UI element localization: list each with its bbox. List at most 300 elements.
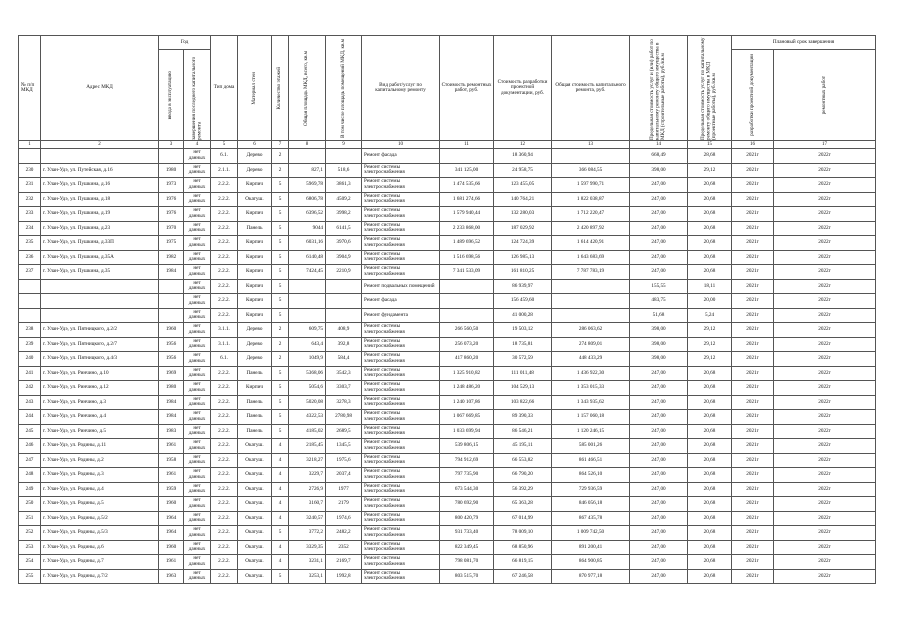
- table-cell: 5: [272, 569, 289, 584]
- table-cell: 20,68: [688, 439, 732, 454]
- table-cell: г. Улан-Удэ, ул. Ринчино, д.4: [41, 410, 159, 425]
- table-cell: 244: [19, 410, 41, 425]
- table-cell: 242: [19, 381, 41, 396]
- table-cell: 68 850,96: [494, 540, 552, 555]
- table-cell: 247,00: [630, 178, 688, 193]
- table-cell: 9044: [289, 221, 326, 236]
- table-cell: 2021г: [732, 526, 774, 541]
- table-cell: 1959: [159, 482, 184, 497]
- table-body: [19, 149, 876, 584]
- column-number-cell: 12: [494, 141, 552, 149]
- table-cell: 2.2.2.: [211, 497, 238, 512]
- table-cell: 1 579 940,44: [440, 207, 494, 222]
- table-cell: Окатуш.: [238, 497, 272, 512]
- table-cell: Ремонт системы электроснабжения: [362, 221, 440, 236]
- table-cell: 1969: [159, 366, 184, 381]
- table-cell: 1 157 060,18: [552, 410, 630, 425]
- table-cell: 2022г: [774, 178, 876, 193]
- table-cell: 247,00: [630, 366, 688, 381]
- table-cell: 20,68: [688, 453, 732, 468]
- table-cell: 448 433,29: [552, 352, 630, 367]
- table-row: [19, 424, 876, 439]
- table-cell: 20,68: [688, 540, 732, 555]
- table-cell: 126 985,13: [494, 250, 552, 265]
- table-cell: Ремонт системы электроснабжения: [362, 555, 440, 570]
- table-cell: нет данных: [184, 555, 211, 570]
- table-cell: 247,00: [630, 424, 688, 439]
- table-cell: 1975: [159, 236, 184, 251]
- table-cell: 6396,52: [289, 207, 326, 222]
- table-cell: Окатуш.: [238, 192, 272, 207]
- table-cell: 2022г: [774, 453, 876, 468]
- table-cell: 3160,7: [289, 497, 326, 512]
- table-cell: нет данных: [184, 352, 211, 367]
- table-cell: 20,68: [688, 207, 732, 222]
- table-cell: нет данных: [184, 236, 211, 251]
- table-cell: 20,68: [688, 221, 732, 236]
- table-cell: 2: [272, 352, 289, 367]
- column-number-cell: 3: [159, 141, 184, 149]
- table-cell: 19 503,12: [494, 323, 552, 338]
- table-cell: г. Улан-Удэ, ул. Пушкина, д.35: [41, 265, 159, 280]
- table-cell: 2179: [326, 497, 362, 512]
- table-cell: 846 056,18: [552, 497, 630, 512]
- header-wall-material: [238, 36, 272, 141]
- table-cell: 286 063,62: [552, 323, 630, 338]
- table-cell: 803 515,70: [440, 569, 494, 584]
- table-cell: Кирпич: [238, 308, 272, 323]
- table-cell: Ремонт системы электроснабжения: [362, 250, 440, 265]
- table-cell: 247,00: [630, 250, 688, 265]
- table-cell: 24 958,75: [494, 163, 552, 178]
- table-cell: Окатуш.: [238, 569, 272, 584]
- table-cell: г. Улан-Удэ, ул. Родины, д.11: [41, 439, 159, 454]
- table-cell: Ремонт системы электроснабжения: [362, 395, 440, 410]
- table-cell: [159, 279, 184, 294]
- table-cell: 2022г: [774, 381, 876, 396]
- table-cell: 1984: [159, 265, 184, 280]
- table-cell: 1 067 669,85: [440, 410, 494, 425]
- column-number-cell: 7: [272, 141, 289, 149]
- table-cell: 20,68: [688, 265, 732, 280]
- table-cell: 1977: [326, 482, 362, 497]
- column-number-cell: 14: [630, 141, 688, 149]
- table-row: [19, 265, 876, 280]
- table-cell: 29,12: [688, 352, 732, 367]
- table-cell: г. Улан-Удэ, ул. Родины, д.7: [41, 555, 159, 570]
- table-cell: 2: [272, 149, 289, 164]
- table-cell: 66 819,15: [494, 555, 552, 570]
- table-cell: 2022г: [774, 323, 876, 338]
- table-cell: 2.2.2.: [211, 279, 238, 294]
- table-cell: 1974,6: [326, 511, 362, 526]
- column-number-cell: 1: [19, 141, 41, 149]
- table-cell: 1963: [159, 569, 184, 584]
- table-cell: [552, 294, 630, 309]
- table-cell: 1983: [159, 424, 184, 439]
- header-plan-design: [732, 50, 774, 141]
- table-cell: 5020,08: [289, 395, 326, 410]
- table-cell: 1958: [159, 453, 184, 468]
- table-cell: 6806,78: [289, 192, 326, 207]
- header-year-built-text: ввода в эксплуатацию: [167, 70, 174, 120]
- table-cell: [326, 308, 362, 323]
- table-cell: Ремонт системы электроснабжения: [362, 192, 440, 207]
- table-cell: 1960: [159, 323, 184, 338]
- table-cell: 250: [19, 497, 41, 512]
- header-total-area: [289, 36, 326, 141]
- table-cell: 2482,2: [326, 526, 362, 541]
- table-row: [19, 511, 876, 526]
- table-cell: 1992,8: [326, 569, 362, 584]
- table-cell: Кирпич: [238, 178, 272, 193]
- table-cell: 1961: [159, 439, 184, 454]
- table-cell: 518,6: [326, 163, 362, 178]
- table-cell: 7 341 533,09: [440, 265, 494, 280]
- table-cell: нет данных: [184, 424, 211, 439]
- table-cell: 5368,06: [289, 366, 326, 381]
- table-cell: Кирпич: [238, 207, 272, 222]
- table-cell: нет данных: [184, 569, 211, 584]
- table-cell: Дерево: [238, 149, 272, 164]
- table-cell: 5: [272, 265, 289, 280]
- table-cell: Ремонт системы электроснабжения: [362, 337, 440, 352]
- table-cell: 155,55: [630, 279, 688, 294]
- table-cell: нет данных: [184, 250, 211, 265]
- table-cell: 247,00: [630, 439, 688, 454]
- table-cell: Окатуш.: [238, 526, 272, 541]
- column-number-cell: 6: [238, 141, 272, 149]
- table-cell: 822 349,45: [440, 540, 494, 555]
- table-cell: 247,00: [630, 511, 688, 526]
- column-number-cell: 4: [184, 141, 211, 149]
- header-plan-design-text: разработки проектной документации: [748, 54, 755, 136]
- table-cell: 20,68: [688, 178, 732, 193]
- table-cell: 5: [272, 366, 289, 381]
- table-cell: 104 529,13: [494, 381, 552, 396]
- header-unit-cost-design-text: Предельная стоимость услуг по капитальному ремонту общего имущества в МКД (проектные работы), руб./кв.м: [700, 37, 718, 140]
- table-row: [19, 250, 876, 265]
- table-cell: г. Улан-Удэ, ул. Пушкина, д.33П: [41, 236, 159, 251]
- table-row: [19, 149, 876, 164]
- table-cell: 341 125,00: [440, 163, 494, 178]
- table-cell: 2021г: [732, 250, 774, 265]
- table-cell: Окатуш.: [238, 482, 272, 497]
- table-cell: 2021г: [732, 323, 774, 338]
- table-cell: 5054,6: [289, 381, 326, 396]
- table-row: [19, 395, 876, 410]
- table-cell: 5: [272, 221, 289, 236]
- table-cell: 233: [19, 207, 41, 222]
- table-row: [19, 236, 876, 251]
- table-cell: 5: [272, 178, 289, 193]
- table-cell: 2.2.2.: [211, 366, 238, 381]
- table-cell: 2021г: [732, 482, 774, 497]
- header-cost-design: Стоимость разработки проектной документации, руб.: [494, 36, 552, 141]
- header-year-group: Год: [159, 36, 211, 50]
- table-cell: 247,00: [630, 236, 688, 251]
- table-cell: 2021г: [732, 163, 774, 178]
- table-cell: 1956: [159, 352, 184, 367]
- table-cell: 483,75: [630, 294, 688, 309]
- table-cell: Ремонт системы электроснабжения: [362, 236, 440, 251]
- table-cell: 2.2.2.: [211, 424, 238, 439]
- table-cell: 1 681 274,66: [440, 192, 494, 207]
- table-cell: 2022г: [774, 424, 876, 439]
- table-cell: Ремонт системы электроснабжения: [362, 569, 440, 584]
- table-cell: 241: [19, 366, 41, 381]
- table-cell: 247,00: [630, 265, 688, 280]
- table-cell: 252: [19, 526, 41, 541]
- table-cell: 4: [272, 555, 289, 570]
- table-cell: [159, 294, 184, 309]
- table-cell: Ремонт подвальных помещений: [362, 279, 440, 294]
- table-cell: 1984: [159, 395, 184, 410]
- table-cell: [19, 279, 41, 294]
- table-cell: 1973: [159, 178, 184, 193]
- header-wall-material-text: Материал стен: [250, 71, 257, 105]
- table-cell: 2021г: [732, 410, 774, 425]
- table-cell: [552, 149, 630, 164]
- table-cell: 2022г: [774, 395, 876, 410]
- table-cell: 729 936,59: [552, 482, 630, 497]
- table-cell: 1960: [159, 497, 184, 512]
- table-cell: [19, 294, 41, 309]
- table-cell: г. Улан-Удэ, ул. Родины, д.3: [41, 468, 159, 483]
- header-plan-works-text: ремонтных работ: [820, 75, 827, 115]
- table-cell: Окатуш.: [238, 468, 272, 483]
- table-cell: нет данных: [184, 453, 211, 468]
- table-cell: 2021г: [732, 236, 774, 251]
- table-row: [19, 207, 876, 222]
- header-year-repair: [184, 50, 211, 141]
- table-cell: 247,00: [630, 221, 688, 236]
- table-row: [19, 569, 876, 584]
- table-cell: Ремонт системы электроснабжения: [362, 207, 440, 222]
- header-unit-cost-design: [688, 36, 732, 141]
- table-cell: 4: [272, 482, 289, 497]
- table-cell: 2.2.2.: [211, 410, 238, 425]
- table-cell: 2: [272, 163, 289, 178]
- table-cell: 2: [272, 323, 289, 338]
- table-cell: нет данных: [184, 163, 211, 178]
- table-cell: 3329,35: [289, 540, 326, 555]
- table-cell: Ремонт фасада: [362, 149, 440, 164]
- table-cell: 3772,2: [289, 526, 326, 541]
- table-cell: 5,24: [688, 308, 732, 323]
- table-cell: 29,12: [688, 163, 732, 178]
- table-cell: 2022г: [774, 352, 876, 367]
- table-cell: Ремонт системы электроснабжения: [362, 497, 440, 512]
- table-cell: 2022г: [774, 221, 876, 236]
- table-cell: 539 806,15: [440, 439, 494, 454]
- table-cell: 1964: [159, 511, 184, 526]
- table-cell: 3970,6: [326, 236, 362, 251]
- table-cell: г. Улан-Удэ, ул. Родины, д.5/3: [41, 526, 159, 541]
- table-cell: 20,68: [688, 526, 732, 541]
- table-cell: Дерево: [238, 337, 272, 352]
- table-cell: 67 246,58: [494, 569, 552, 584]
- table-cell: 274 809,01: [552, 337, 630, 352]
- table-row: [19, 323, 876, 338]
- table-cell: 20,68: [688, 250, 732, 265]
- table-cell: 1 712 220,47: [552, 207, 630, 222]
- table-cell: [41, 149, 159, 164]
- table-cell: 253: [19, 540, 41, 555]
- table-header: [19, 36, 876, 149]
- table-cell: нет данных: [184, 323, 211, 338]
- table-row: [19, 294, 876, 309]
- table-cell: 20,68: [688, 468, 732, 483]
- table-cell: 86 546,21: [494, 424, 552, 439]
- table-cell: Ремонт системы электроснабжения: [362, 366, 440, 381]
- table-cell: 2352: [326, 540, 362, 555]
- table-cell: 4: [272, 497, 289, 512]
- table-cell: 2022г: [774, 540, 876, 555]
- header-floors-text: Количество этажей: [276, 66, 283, 110]
- table-cell: 584,4: [326, 352, 362, 367]
- table-cell: 4: [272, 540, 289, 555]
- table-cell: 398,00: [630, 163, 688, 178]
- table-cell: 2037,4: [326, 468, 362, 483]
- table-cell: 20,68: [688, 555, 732, 570]
- table-cell: 861 466,51: [552, 453, 630, 468]
- table-cell: 2.2.2.: [211, 569, 238, 584]
- table-cell: 28,68: [688, 149, 732, 164]
- table-cell: 2169,7: [326, 555, 362, 570]
- table-cell: 247,00: [630, 540, 688, 555]
- table-cell: 2022г: [774, 308, 876, 323]
- table-cell: 2022г: [774, 482, 876, 497]
- table-cell: 1980: [159, 163, 184, 178]
- table-cell: Ремонт системы электроснабжения: [362, 323, 440, 338]
- table-cell: 240: [19, 352, 41, 367]
- table-cell: 2.2.2.: [211, 207, 238, 222]
- table-cell: 2.2.2.: [211, 555, 238, 570]
- table-cell: 2021г: [732, 468, 774, 483]
- table-cell: Ремонт системы электроснабжения: [362, 526, 440, 541]
- table-cell: 247,00: [630, 468, 688, 483]
- header-floors: [272, 36, 289, 141]
- table-cell: 1980: [159, 381, 184, 396]
- table-cell: Панель: [238, 395, 272, 410]
- table-cell: Панель: [238, 221, 272, 236]
- table-cell: 2 420 897,92: [552, 221, 630, 236]
- table-cell: 1 120 246,15: [552, 424, 630, 439]
- table-cell: 2021г: [732, 294, 774, 309]
- table-cell: 65 363,28: [494, 497, 552, 512]
- table-cell: 123 455,05: [494, 178, 552, 193]
- table-cell: [552, 279, 630, 294]
- table-cell: г. Улан-Удэ, ул. Ринчино, д.3: [41, 395, 159, 410]
- table-cell: 247,00: [630, 192, 688, 207]
- table-cell: 247,00: [630, 482, 688, 497]
- table-cell: Ремонт системы электроснабжения: [362, 468, 440, 483]
- table-cell: 5: [272, 207, 289, 222]
- table-row: [19, 163, 876, 178]
- table-cell: 408,9: [326, 323, 362, 338]
- table-cell: нет данных: [184, 395, 211, 410]
- column-number-cell: 8: [289, 141, 326, 149]
- table-cell: 247,00: [630, 569, 688, 584]
- table-cell: 41 000,28: [494, 308, 552, 323]
- table-cell: 3303,7: [326, 381, 362, 396]
- table-cell: 2.2.2.: [211, 308, 238, 323]
- table-cell: 111 011,48: [494, 366, 552, 381]
- table-cell: 5: [272, 410, 289, 425]
- table-cell: 249: [19, 482, 41, 497]
- table-cell: 247,00: [630, 497, 688, 512]
- table-cell: 5: [272, 381, 289, 396]
- column-number-cell: 11: [440, 141, 494, 149]
- capital-repair-table-sheet: [18, 35, 860, 584]
- table-cell: г. Улан-Удэ, ул. Родины, д.5/2: [41, 511, 159, 526]
- table-cell: 780 692,90: [440, 497, 494, 512]
- table-cell: Кирпич: [238, 236, 272, 251]
- table-cell: 1 474 535,66: [440, 178, 494, 193]
- table-cell: 3278,3: [326, 395, 362, 410]
- table-cell: Ремонт системы электроснабжения: [362, 178, 440, 193]
- table-cell: Ремонт системы электроснабжения: [362, 424, 440, 439]
- table-cell: 1 353 015,33: [552, 381, 630, 396]
- column-number-row: [19, 141, 876, 149]
- table-cell: 103 822,66: [494, 395, 552, 410]
- table-cell: г. Улан-Удэ, ул. Пушкина, д.23: [41, 221, 159, 236]
- table-cell: нет данных: [184, 482, 211, 497]
- table-cell: 1961: [159, 555, 184, 570]
- table-cell: 2022г: [774, 236, 876, 251]
- table-cell: 2021г: [732, 192, 774, 207]
- table-cell: нет данных: [184, 381, 211, 396]
- table-cell: 2689,5: [326, 424, 362, 439]
- table-cell: 230: [19, 163, 41, 178]
- column-number-cell: 9: [326, 141, 362, 149]
- table-cell: 6.1.: [211, 352, 238, 367]
- table-cell: 6031,16: [289, 236, 326, 251]
- table-cell: нет данных: [184, 468, 211, 483]
- table-cell: нет данных: [184, 337, 211, 352]
- table-cell: [159, 308, 184, 323]
- table-cell: [326, 149, 362, 164]
- table-cell: [440, 308, 494, 323]
- table-cell: [41, 308, 159, 323]
- table-cell: 1 009 742,50: [552, 526, 630, 541]
- table-cell: 1 343 935,62: [552, 395, 630, 410]
- table-cell: Дерево: [238, 163, 272, 178]
- table-cell: нет данных: [184, 366, 211, 381]
- table-cell: 2.2.2.: [211, 468, 238, 483]
- table-cell: 1 033 699,94: [440, 424, 494, 439]
- header-total-area-text: Общая площадь МКД, всего, кв.м: [303, 50, 310, 126]
- table-row: [19, 352, 876, 367]
- table-cell: нет данных: [184, 207, 211, 222]
- table-cell: 3253,1: [289, 569, 326, 584]
- table-cell: 6141,5: [326, 221, 362, 236]
- table-cell: 20,68: [688, 482, 732, 497]
- table-cell: 3231,1: [289, 555, 326, 570]
- table-cell: Кирпич: [238, 294, 272, 309]
- table-cell: 20,68: [688, 381, 732, 396]
- table-cell: 247,00: [630, 453, 688, 468]
- table-cell: 2021г: [732, 381, 774, 396]
- table-cell: г. Улан-Удэ, ул. Пушкина, д.35А: [41, 250, 159, 265]
- table-cell: 1 597 990,71: [552, 178, 630, 193]
- table-cell: 800 420,79: [440, 511, 494, 526]
- table-cell: 2021г: [732, 149, 774, 164]
- table-cell: 247,00: [630, 381, 688, 396]
- table-cell: 232: [19, 192, 41, 207]
- table-cell: 5: [272, 192, 289, 207]
